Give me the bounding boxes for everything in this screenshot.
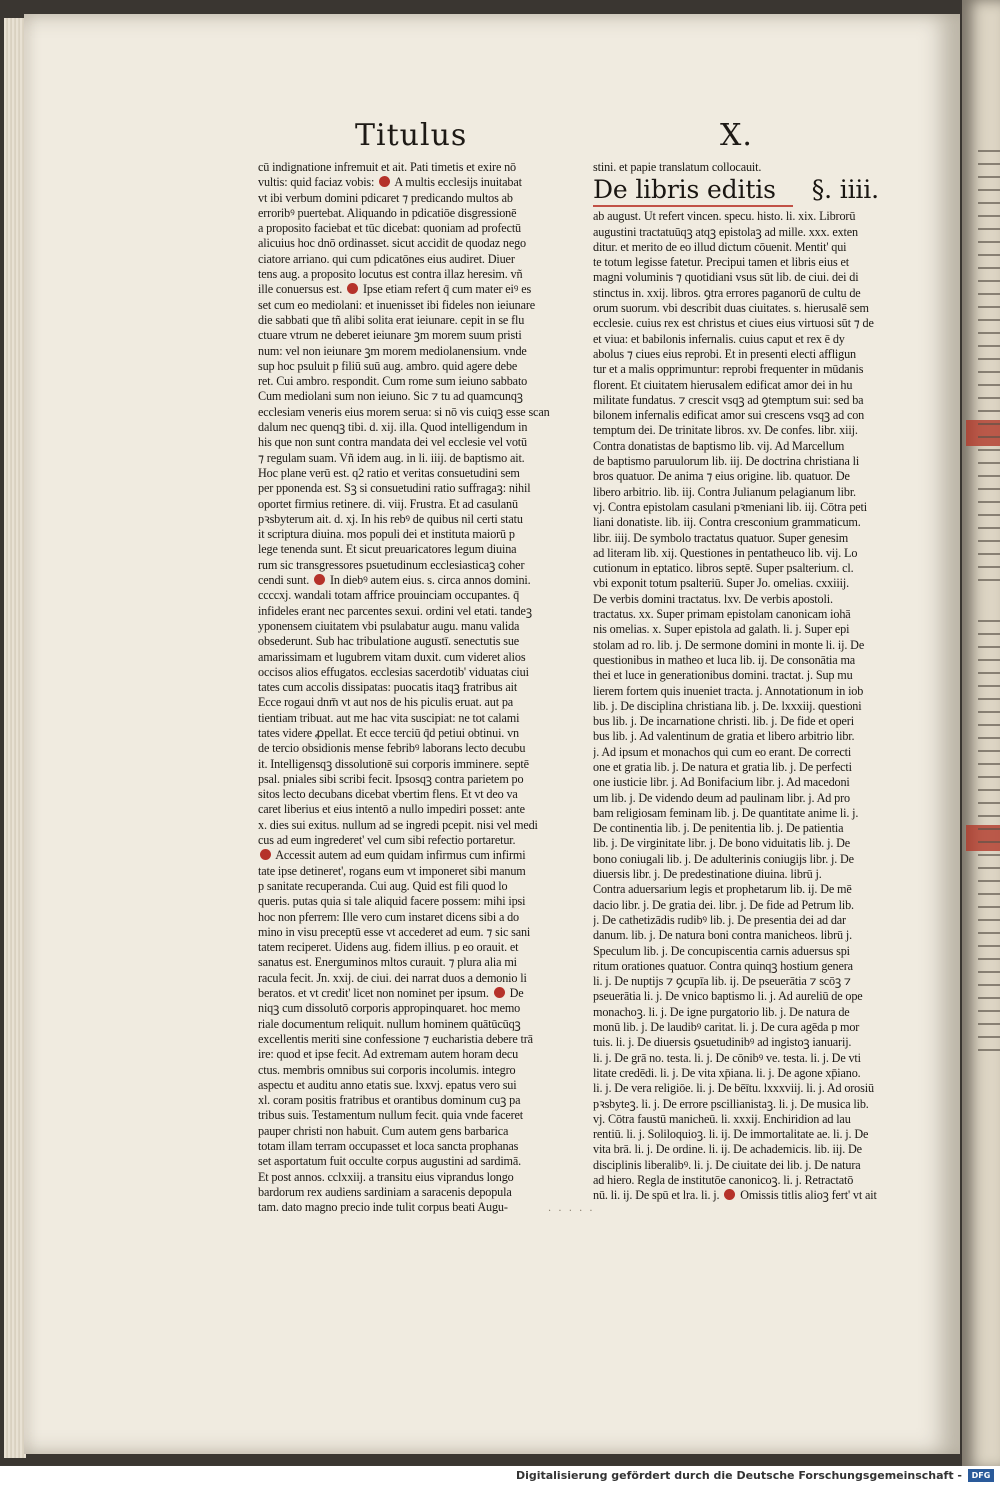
text-line: infideles erant nec parcentes sexui. ordini vel etati. tandeꝫ bbox=[258, 603, 532, 618]
text-line: bam religiosam feminam lib. j. De quantitate anime li. j. bbox=[593, 805, 859, 820]
section-heading-title: De libris editis bbox=[593, 175, 776, 205]
left-text-column bbox=[258, 160, 568, 1215]
text-line: vj. Contra epistolam casulani pꝛmeniani lib. iij. Cōtra peti bbox=[593, 499, 867, 514]
text-line: ritum orationes quatuor. Contra quinqꝫ hostium genera bbox=[593, 958, 853, 973]
rubric-paragraph-mark bbox=[347, 283, 358, 294]
text-line: augustini tractatuūqꝫ atqꝫ epistolaꝫ ad mille. xxx. exten bbox=[593, 224, 858, 239]
text-line: cū indignatione infremuit et ait. Pati timetis et exire nō bbox=[258, 160, 517, 174]
text-line: tientiam tribuat. aut me hac vita suscipiat: ne tot calami bbox=[258, 710, 520, 725]
text-line: cendi sunt. In diebꝰ autem eius. s. circa annos domini. bbox=[258, 573, 531, 588]
text-line: sanatus est. Energuminos mltos curauit. ⁊ plura alia mi bbox=[258, 955, 517, 970]
text-line: libr. iiij. De symbolo tractatus quatuor. Super genesim bbox=[593, 530, 849, 545]
text-line: bus lib. j. Ad valentinum de gratia et libero arbitrio libr. bbox=[593, 729, 855, 744]
text-line: questionibus in matheo et luca lib. ij. De consonātia ma bbox=[593, 652, 856, 667]
text-line: caret liberius et eius intentō a nullo impediri posset: ante bbox=[258, 802, 525, 817]
text-line: pꝛsbyterum ait. d. xj. In his rebꝰ de quibus nil certi statu bbox=[258, 511, 523, 526]
text-line: bardorum rex audiens sardiniam a saracenis depopula bbox=[258, 1184, 512, 1199]
text-line: ecclesiam veneris eius morem serua: si nō vis cuiqꝫ esse scan bbox=[258, 404, 550, 419]
text-line: x. dies sui exitus. nullum ad se ingredi pcepit. nisi vel medi bbox=[258, 817, 538, 832]
text-line: tractatus. xx. Super primam epistolam canonicam iohā bbox=[593, 607, 851, 622]
text-line: Ecce rogaui dnm̄ vt aut nos de his piculis eruat. aut pa bbox=[258, 695, 514, 710]
text-line: florent. Et ciuitatem hierusalem edificat amor dei in hu bbox=[593, 377, 853, 392]
text-line: tuis. li. j. De diuersis ꝯsuetudinibꝰ ad ingistoꝫ ianuarij. bbox=[593, 1035, 852, 1050]
text-line: ctuare vtrum ne deberet ieiunare ꝫm morem suum pristi bbox=[258, 328, 522, 343]
printer-marks: · · ‧ · · bbox=[548, 1206, 595, 1217]
text-line: bus lib. j. De incarnatione christi. lib. j. De fide et operi bbox=[593, 714, 854, 729]
text-line: et viua: et babilonis infernalis. cuius caput et rex ē dy bbox=[593, 331, 845, 346]
text-line: one et gratia lib. j. De natura et gratia lib. j. De perfecti bbox=[593, 759, 852, 774]
text-line: p sanitate recuperanda. Cui aug. Quid est fili quod lo bbox=[258, 878, 508, 893]
text-line: bros quatuor. De anima ⁊ eius origine. lib. quatuor. De bbox=[593, 469, 850, 484]
text-line: a proposito faciebat et tūc dicebat: quoniam ad profectū bbox=[258, 221, 522, 236]
text-line: Contra donatistas de baptismo lib. vij. Ad Marcellum bbox=[593, 438, 845, 453]
section-heading-mark: §. iiii. bbox=[811, 175, 879, 205]
text-line: num: vel non ieiunare ꝫm morem mediolanensium. vnde bbox=[258, 343, 527, 358]
text-line: yponensem ciuitatem vbi psulabatur augu. manu valida bbox=[258, 618, 520, 633]
text-line: mino in visu preceptū esse vt accederet ad eum. ⁊ sic sani bbox=[258, 924, 531, 939]
text-line: liani donatiste. lib. iij. Contra cresconium grammaticum. bbox=[593, 515, 861, 530]
text-line: tatem reciperet. Uidens aug. fidem illius. p eo orauit. et bbox=[258, 940, 519, 955]
rubric-paragraph-mark bbox=[260, 849, 271, 860]
text-line: totam illam terram occupasset et loca sancta prophanas bbox=[258, 1139, 519, 1153]
text-line: monū lib. j. De laudibꝰ caritat. li. j. De cura agēda p mor bbox=[593, 1020, 860, 1035]
text-line: ⁊ regulam suam. Vñ idem aug. in li. iiij. de baptismo ait. bbox=[258, 450, 525, 465]
text-line: bilonem infernalis edificat amor sui crescens vsqꝫ ad con bbox=[593, 408, 865, 423]
text-line: aspectu et auditu anno etatis sue. lxxvj. epatus vero sui bbox=[258, 1077, 517, 1092]
text-line: nis omelias. x. Super epistola ad galath. li. j. Super epi bbox=[593, 622, 850, 637]
text-line: Hoc plane verū est. q2 ratio et veritas consuetudini sem bbox=[258, 465, 520, 480]
text-line: racula fecit. Jn. xxij. de ciui. dei narrat duos a demonio li bbox=[258, 970, 527, 985]
right-column-top-line: stini. et papie translatum collocauit. bbox=[593, 160, 762, 174]
text-line: amarissimam et lugubrem vitam duxit. cum videret alios bbox=[258, 649, 526, 664]
text-line: libero arbitrio. lib. iij. Contra Julianum pelagianum libr. bbox=[593, 484, 856, 499]
text-line: Accessit autem ad eum quidam infirmus cum infirmi bbox=[258, 848, 568, 863]
text-line: temptum dei. De trinitate libros. xv. De confes. libr. xiij. bbox=[593, 423, 858, 438]
text-line: ret. Cui ambro. respondit. Cum rome sum ieiuno sabbato bbox=[258, 374, 528, 389]
text-line: ctus. membris omnibus sui corporis incolumis. integro bbox=[258, 1062, 516, 1077]
text-line: ciatore arriano. qui cum pdicatōnes eius audiret. Diuer bbox=[258, 251, 515, 266]
page-edge-stack bbox=[4, 18, 26, 1458]
text-line: it. Intelligensqꝫ dissolutionē sui corporis imminere. septē bbox=[258, 756, 529, 771]
text-line: sup hoc psuluit p filiū suū aug. ambro. quid agere debe bbox=[258, 358, 518, 373]
next-page-text bbox=[978, 150, 1000, 590]
text-line: tam. dato magno precio inde tulit corpus beati Augu- bbox=[258, 1200, 508, 1215]
text-line: sitos lecto decubans dicebat vbertim flens. Et vt deo va bbox=[258, 787, 518, 802]
text-line: riale documentum reliquit. nullum hominem quātūcūqꝫ bbox=[258, 1016, 521, 1031]
text-line: ecclesie. cuius rex est christus et ciues eius virtuosi sūt ⁊ de bbox=[593, 316, 874, 331]
footer-credit: Digitalisierung gefördert durch die Deutsche Forschungsgemeinschaft - bbox=[515, 1469, 962, 1482]
text-line: erroribꝰ puertebat. Aliquando in pdicatiōe disgressionē bbox=[258, 205, 517, 220]
text-line: alicuius hoc dnō ordinasset. sicut accidit de quodaz nego bbox=[258, 236, 526, 251]
text-line: Cum mediolani sum non ieiuno. Sic ⁊ tu ad quamcunqꝫ bbox=[258, 389, 523, 404]
text-line: niqꝫ cum dissolutō corporis appropinquaret. hoc memo bbox=[258, 1001, 521, 1016]
text-line: ire: quod et ipse fecit. Ad extremam autem horam decu bbox=[258, 1047, 519, 1062]
running-head-left: Titulus bbox=[355, 118, 468, 153]
text-line: thei et luce in generationibus domini. tractat. j. Sup mu bbox=[593, 668, 853, 683]
text-line: vita brā. li. j. De ordine. li. ij. De achademicis. lib. iij. De bbox=[593, 1142, 862, 1157]
text-line: vt ibi verbum domini pdicaret ⁊ predicando multos ab bbox=[258, 190, 513, 205]
text-line: beratos. et vt credit' licet non nominet per ipsum. De bbox=[258, 986, 524, 1001]
next-page-text bbox=[978, 620, 1000, 1060]
text-line: rentiū. li. j. Soliloquioꝫ. li. ij. De immortalitate ae. li. j. De bbox=[593, 1127, 869, 1142]
text-line: queris. putas quia si tale aliquid facere possem: mihi ipsi bbox=[258, 894, 526, 909]
text-line: stolam ad ro. lib. j. De sermone domini in monte li. ij. De bbox=[593, 637, 865, 652]
text-line: set asportatum fuit occulte corpus augustini ad sardimā. bbox=[258, 1154, 522, 1169]
text-line: ccccxj. wandali totam affrice prouinciam occupantes. q̄ bbox=[258, 588, 520, 603]
text-line: litate credēdi. li. j. De vita xp̄iana. li. j. De agone xp̄iano. bbox=[593, 1065, 861, 1080]
text-line: xl. coram positis fratribus et orantibus dominum cuꝫ pa bbox=[258, 1093, 521, 1108]
rubric-paragraph-mark bbox=[724, 1189, 735, 1200]
text-line: oportet firmius retinere. di. viij. Frustra. Et ad casulanū bbox=[258, 496, 518, 511]
text-line: his que non sunt contra mandata dei vel ecclesie vel votū bbox=[258, 435, 527, 450]
text-line: per pponenda est. Sꝫ si consuetudini ratio suffragaꝫ: nihil bbox=[258, 481, 531, 496]
text-line: De continentia lib. j. De penitentia lib. j. De patientia bbox=[593, 821, 844, 836]
text-line: diuersis libr. j. De predestinatione diuina. librū j. bbox=[593, 867, 822, 882]
text-line: li. j. De nuptijs ⁊ ꝯcupīa lib. ij. De pseuerātia ⁊ scōꝫ ⁊ bbox=[593, 974, 851, 989]
text-line: li. j. De vera religiōe. li. j. De bēītu. lxxxviij. li. j. Ad orosiū bbox=[593, 1081, 874, 1096]
text-line: nū. li. ij. De spū et lra. li. j. Omissis titlis alioꝫ fert' vt ait bbox=[593, 1188, 877, 1203]
text-line: disciplinis liberalibꝰ. li. j. De ciuitate dei lib. j. De natura bbox=[593, 1157, 861, 1172]
text-line: tur et a malis opprimuntur: reprobi frequenter in mūdanis bbox=[593, 362, 864, 377]
text-line: De verbis domini tractatus. lxv. De verbis apostoli. bbox=[593, 591, 833, 606]
text-line: vj. Cōtra faustū manicheū. li. xxxij. Enchiridion ad lau bbox=[593, 1111, 851, 1126]
section-heading bbox=[593, 175, 893, 207]
text-line: lib. j. De virginitate libr. j. De bono viduitatis lib. j. De bbox=[593, 836, 851, 851]
text-line: li. j. De grā no. testa. li. j. De cōnibꝰ ve. testa. li. j. De vti bbox=[593, 1050, 861, 1065]
text-line: bono coniugali lib. j. De adulterinis coniugijs libr. j. De bbox=[593, 851, 854, 866]
text-line: hoc non pferrem: Ille vero cum instaret dicens sibi a do bbox=[258, 909, 519, 924]
heading-red-rule bbox=[593, 205, 793, 207]
text-line: abolus ⁊ ciues eius reprobi. Et in presenti electi affligun bbox=[593, 346, 857, 361]
text-line: ad hiero. Regla de institutōe canonicoꝫ. li. j. Retractatō bbox=[593, 1173, 854, 1187]
text-line: Et post annos. cclxxiij. a transitu eius viprandus longo bbox=[258, 1169, 514, 1184]
right-column-body bbox=[593, 209, 893, 1203]
text-line: excellentis meriti sine confessione ⁊ eucharistia debere trā bbox=[258, 1031, 533, 1046]
text-line: te totum legisse fatetur. Precipui tamen et libris eius et bbox=[593, 255, 849, 270]
text-line: lierem fortem quis inueniet tracta. j. Annotationum in iob bbox=[593, 683, 864, 698]
dfg-logo: DFG bbox=[968, 1469, 994, 1482]
text-line: um lib. j. De videndo deum ad paulinam libr. j. Ad pro bbox=[593, 790, 850, 805]
text-line: cutionum in eptatico. libros septē. Super psalterium. cl. bbox=[593, 561, 854, 576]
text-line: obsederunt. Sub hac tribulatione augustī. senectutis sue bbox=[258, 634, 520, 649]
rubric-paragraph-mark bbox=[379, 176, 390, 187]
text-line: monachoꝫ. li. j. De igne purgatorio lib. j. De natura de bbox=[593, 1004, 850, 1019]
text-line: ditur. et merito de eo illud dictum cōuenit. Mentit' qui bbox=[593, 239, 847, 254]
text-line: Speculum lib. j. De concupiscentia carnis aduersus spi bbox=[593, 943, 850, 958]
text-line: tribus suis. Testamentum nullum fecit. quia vnde faceret bbox=[258, 1108, 524, 1123]
text-line: magni voluminis ⁊ quotidiani vsus sūt lib. de ciui. dei di bbox=[593, 270, 859, 285]
text-line: pseuerātia li. j. De vnico baptismo li. j. Ad aureliū de ope bbox=[593, 989, 863, 1004]
text-line: one iusticie libr. j. Ad Bonifacium libr. j. Ad macedoni bbox=[593, 775, 850, 790]
text-line: de baptismo paruulorum lib. iij. De doctrina christiana li bbox=[593, 454, 860, 469]
text-line: lib. j. De disciplina christiana lib. j. De. lxxxiij. questioni bbox=[593, 698, 862, 713]
text-line: j. De cathetizādis rudibꝰ lib. j. De presentia dei ad dar bbox=[593, 912, 846, 927]
text-line: dalum nec quenqꝫ tibi. d. xij. illa. Quod intelligendum in bbox=[258, 420, 528, 435]
text-line: tates videre ꝓpellat. Et ecce terciū q̄d petiui obtinui. vn bbox=[258, 725, 519, 740]
text-line: stinctus in. xxij. libros. ꝯtra errores paganorū de cultu de bbox=[593, 285, 861, 300]
text-line: danum. lib. j. De natura boni contra manicheos. librū j. bbox=[593, 928, 852, 943]
text-line: dacio libr. j. De gratia dei. libr. j. De fide ad Petrum lib. bbox=[593, 897, 854, 912]
running-head bbox=[0, 118, 1000, 158]
text-line: cus ad eum ingrederet' vel cum sibi refectio portaretur. bbox=[258, 833, 516, 848]
text-line: occisos alios effugatos. ecclesias sacerdotib' viduatas ciui bbox=[258, 664, 529, 679]
text-line: it scriptura diuina. mos populi dei et instituta maiorū p bbox=[258, 527, 515, 542]
footer-bar bbox=[0, 1466, 1000, 1486]
text-line: psal. pniales sibi scribi fecit. Ipsosqꝫ contra parietem po bbox=[258, 771, 524, 786]
text-line: de tercio obsidionis mense febribꝰ laborans lecto decubu bbox=[258, 741, 526, 756]
text-line: j. Ad ipsum et monachos qui cum eo erant. De correcti bbox=[593, 744, 852, 759]
running-head-right: X. bbox=[720, 118, 753, 153]
text-line: tens aug. a proposito locutus est contra illaz heresim. vñ bbox=[258, 267, 523, 282]
text-line: ad literam lib. xij. Questiones in pentatheuco lib. vij. Lo bbox=[593, 545, 858, 560]
text-line: pauper christi non habuit. Cum autem gens barbarica bbox=[258, 1123, 509, 1138]
rubric-paragraph-mark bbox=[314, 574, 325, 585]
text-line: set cum eo mediolani: et inuenisset ibi fideles non ieiunare bbox=[258, 297, 535, 312]
text-line: ille conuersus est. Ipse etiam refert q̄ cum mater eiꝰ es bbox=[258, 282, 532, 297]
text-line: lege tenenda sunt. Et sicut preuaricatores legum diuina bbox=[258, 542, 517, 557]
text-line: die sabbati que tñ alibi solita erat ieiunare. cepit in se flu bbox=[258, 312, 525, 327]
text-line: ab august. Ut refert vincen. specu. histo. li. xix. Librorū bbox=[593, 209, 856, 224]
text-line: rum sic transgressores psuetudinum ecclesiasticaꝫ coher bbox=[258, 557, 525, 572]
text-line: tate ipse detineret', rogans eum vt imponeret sibi manum bbox=[258, 863, 526, 878]
rubric-paragraph-mark bbox=[494, 987, 505, 998]
text-line: Contra aduersarium legis et prophetarum lib. ij. De mē bbox=[593, 882, 852, 897]
text-line: vbi exponit totum psalteriū. Super Jo. omelias. cxxiiij. bbox=[593, 576, 849, 591]
text-line: orum suorum. vbi describit duas ciuitates. s. hierusalē sem bbox=[593, 301, 869, 316]
text-line: tates cum accolis dissipatas: puocatis itaqꝫ fratribus ait bbox=[258, 680, 518, 695]
text-line: pꝛsbyteꝫ. li. j. De errore pscillianistaꝫ. li. j. De musica lib. bbox=[593, 1096, 869, 1111]
text-line: vultis: quid faciaz vobis: A multis ecclesijs inuitabat bbox=[258, 175, 522, 190]
right-text-column bbox=[593, 160, 893, 1204]
text-line: militate fundatus. ⁊ crescit vsqꝫ ad ꝯtemptum sui: sed ba bbox=[593, 392, 864, 407]
